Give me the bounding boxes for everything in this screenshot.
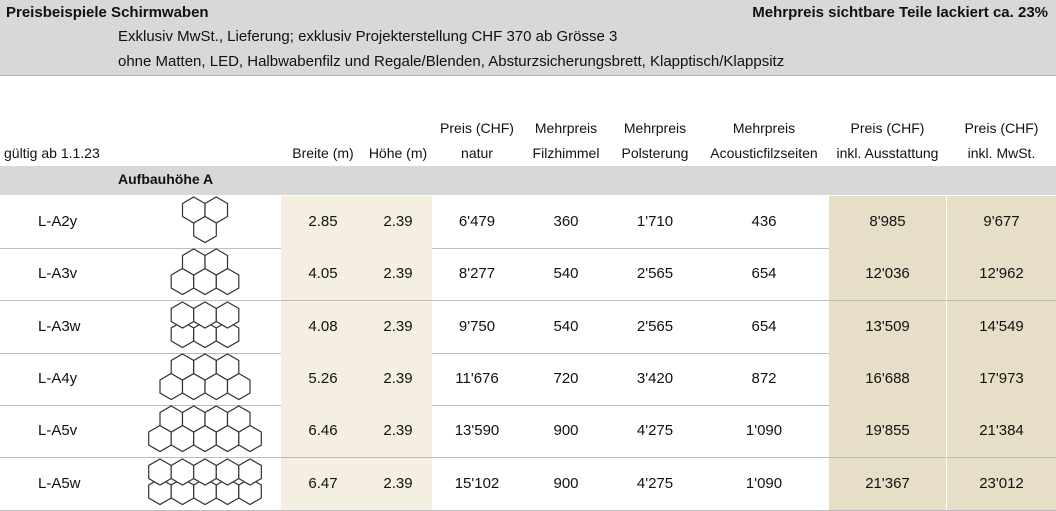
cell-filz: 540 xyxy=(553,317,579,335)
conditions-line-1: Exklusiv MwSt., Lieferung; exklusiv Projekterstellung CHF 370 ab Grösse 3 xyxy=(118,28,618,45)
hexagon-cell xyxy=(216,459,239,485)
table-row xyxy=(0,353,1056,406)
cell-ausst: 16'688 xyxy=(865,369,910,387)
hexagon-cell xyxy=(183,406,206,432)
col-acoustic-line2: Acousticfilzseiten xyxy=(710,145,818,161)
cell-filz: 540 xyxy=(553,265,579,283)
cell-hoehe: 2.39 xyxy=(383,317,413,335)
col-breite: Breite (m) xyxy=(292,145,354,161)
cell-breite: 4.05 xyxy=(308,265,338,283)
table-row xyxy=(0,196,1056,249)
table-row xyxy=(0,248,1056,301)
cell-filz: 900 xyxy=(553,422,579,440)
cell-natur: 11'676 xyxy=(455,369,499,387)
hexagon-cell xyxy=(194,302,217,328)
col-polster-line1: Mehrpreis xyxy=(623,120,687,136)
cell-polster: 4'275 xyxy=(636,474,674,492)
col-ausstattung-line1: Preis (CHF) xyxy=(850,120,925,136)
hexagon-cell xyxy=(149,459,172,485)
hexagon-cell xyxy=(216,302,239,328)
cell-ausst: 13'509 xyxy=(865,317,910,335)
col-acoustic-line1: Mehrpreis xyxy=(732,120,796,136)
cell-acoustic: 654 xyxy=(751,317,777,335)
hexagon-cell xyxy=(171,459,194,485)
cell-ausst: 21'367 xyxy=(865,474,910,492)
cell-breite: 4.08 xyxy=(308,317,338,335)
hexagon-cell xyxy=(239,459,261,485)
hexagon-cluster-3v-icon xyxy=(130,248,280,300)
cell-ausst: 8'985 xyxy=(869,213,906,230)
col-filz-line2: Filzhimmel xyxy=(532,145,600,161)
col-preis-natur-line2: natur xyxy=(461,145,493,161)
cell-hoehe: 2.39 xyxy=(383,265,413,283)
hexagon-cell xyxy=(183,249,206,275)
cell-hoehe: 2.39 xyxy=(383,369,413,387)
cell-natur: 9'750 xyxy=(458,317,496,335)
cell-breite: 5.26 xyxy=(308,369,338,387)
cell-breite: 6.46 xyxy=(308,422,338,440)
table-row xyxy=(0,301,1056,354)
hexagon-cell xyxy=(194,217,217,243)
hexagon-cell xyxy=(194,354,217,380)
cell-hoehe: 2.39 xyxy=(383,422,413,440)
cell-natur: 13'590 xyxy=(454,422,500,440)
hexagon-cell xyxy=(216,354,239,380)
model-code: L-A2y xyxy=(38,213,78,230)
col-hoehe: Höhe (m) xyxy=(368,145,428,161)
valid-from-label: gültig ab 1.1.23 xyxy=(4,145,100,161)
cell-polster: 3'420 xyxy=(636,369,674,387)
cell-mwst: 9'677 xyxy=(983,213,1020,230)
hexagon-cluster-3w-icon xyxy=(130,301,280,353)
paint-surcharge-note: Mehrpreis sichtbare Teile lackiert ca. 23% xyxy=(752,4,1048,21)
model-code: L-A5w xyxy=(38,474,81,492)
cell-mwst: 23'012 xyxy=(979,474,1024,492)
header-band xyxy=(0,0,1056,76)
cell-filz: 900 xyxy=(553,474,579,492)
model-code: L-A4y xyxy=(38,369,78,387)
cell-mwst: 14'549 xyxy=(979,317,1024,335)
cell-natur: 6'479 xyxy=(458,213,496,230)
cell-breite: 6.47 xyxy=(308,474,338,492)
conditions-line-2: ohne Matten, LED, Halbwabenfilz und Regale/Blenden, Absturzsicherungsbrett, Klapptisch/Klappsitz xyxy=(118,53,785,70)
cell-mwst: 21'384 xyxy=(979,422,1024,440)
model-code: L-A3w xyxy=(38,317,81,335)
hexagon-cluster-5v-icon xyxy=(130,405,280,457)
cell-polster: 2'565 xyxy=(636,265,674,283)
hexagon-cluster-4y-icon xyxy=(130,353,280,405)
cell-natur: 15'102 xyxy=(454,474,500,492)
cell-breite: 2.85 xyxy=(308,213,338,230)
col-filz-line1: Mehrpreis xyxy=(534,120,598,136)
cell-acoustic: 872 xyxy=(751,369,777,387)
hexagon-cell xyxy=(160,406,183,432)
col-mwst-line1: Preis (CHF) xyxy=(964,120,1039,136)
group-header xyxy=(0,166,1056,195)
col-polster-line2: Polsterung xyxy=(621,145,689,161)
cell-acoustic: 654 xyxy=(751,265,777,283)
model-code: L-A3v xyxy=(38,265,78,283)
group-label: Aufbauhöhe A xyxy=(118,171,214,187)
hexagon-cell xyxy=(171,302,194,328)
table-row xyxy=(0,405,1056,458)
cell-hoehe: 2.39 xyxy=(383,474,413,492)
cell-ausst: 19'855 xyxy=(865,422,910,440)
cell-acoustic: 1'090 xyxy=(745,422,783,440)
cell-acoustic: 436 xyxy=(751,213,777,230)
model-code: L-A5v xyxy=(38,422,78,440)
col-mwst-line2: inkl. MwSt. xyxy=(967,145,1036,161)
cell-filz: 360 xyxy=(553,213,579,230)
cell-mwst: 12'962 xyxy=(979,265,1024,283)
cell-polster: 1'710 xyxy=(636,213,674,230)
hexagon-cell xyxy=(194,459,217,485)
cell-mwst: 17'973 xyxy=(979,369,1024,387)
col-ausstattung-line2: inkl. Ausstattung xyxy=(836,145,939,161)
cell-acoustic: 1'090 xyxy=(745,474,783,492)
table-row xyxy=(0,458,1056,511)
hexagon-cluster-2y-icon xyxy=(130,196,280,248)
cell-filz: 720 xyxy=(553,369,579,387)
cell-hoehe: 2.39 xyxy=(383,213,413,230)
hexagon-cell xyxy=(228,406,251,432)
hexagon-cell xyxy=(171,354,194,380)
hexagon-cluster-5w-icon xyxy=(130,458,280,510)
cell-polster: 2'565 xyxy=(636,317,674,335)
hexagon-cell xyxy=(205,406,228,432)
cell-polster: 4'275 xyxy=(636,422,674,440)
col-preis-natur-line1: Preis (CHF) xyxy=(440,120,514,136)
cell-natur: 8'277 xyxy=(458,265,496,283)
cell-ausst: 12'036 xyxy=(865,265,910,283)
hexagon-cell xyxy=(205,249,228,275)
page-title: Preisbeispiele Schirmwaben xyxy=(6,4,209,21)
